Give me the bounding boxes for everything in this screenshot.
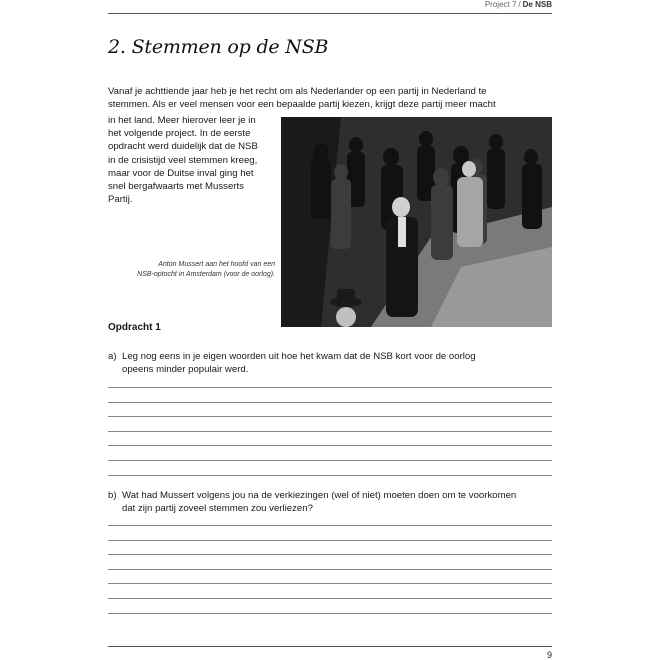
intro-paragraph-wrapped — [108, 114, 274, 206]
intro-line: snel bergafwaarts met Musserts — [108, 181, 244, 193]
intro-line: in de crisistijd veel stemmen kreeg, — [108, 154, 258, 166]
intro-line: Partij. — [108, 194, 133, 206]
answer-line[interactable] — [108, 583, 552, 584]
caption-line: Anton Mussert aan het hoofd van een — [158, 261, 275, 268]
question-text — [122, 489, 516, 515]
project-label: Project 7 — [484, 0, 517, 9]
assignment-heading: Opdracht 1 — [108, 322, 161, 333]
answer-line[interactable] — [108, 540, 552, 541]
answer-area-a[interactable] — [108, 387, 552, 489]
answer-line[interactable] — [108, 387, 552, 388]
running-header — [485, 0, 552, 9]
answer-line[interactable] — [108, 554, 552, 555]
caption-line: NSB-optocht in Amsterdam (voor de oorlog). — [137, 270, 275, 278]
section-title: 2. Stemmen op de NSB — [108, 36, 329, 58]
chapter-title: De NSB — [522, 0, 552, 9]
answer-line[interactable] — [108, 525, 552, 526]
question-label: b) — [108, 490, 117, 501]
answer-line[interactable] — [108, 613, 552, 614]
intro-line: Vanaf je achttiende jaar heb je het recht om als Nederlander op een partij in Nederland te — [108, 86, 487, 97]
page-number: 9 — [546, 650, 552, 660]
answer-line[interactable] — [108, 416, 552, 417]
answer-line[interactable] — [108, 402, 552, 403]
intro-line: het volgende project. In de eerste — [108, 128, 251, 140]
intro-line: opdracht werd duidelijk dat de NSB — [108, 141, 258, 153]
question-line: Wat had Mussert volgens jou na de verkiezingen (wel of niet) moeten doen om te voorkomen — [122, 490, 517, 501]
answer-line[interactable] — [108, 569, 552, 570]
header-separator: / — [518, 0, 521, 9]
answer-line[interactable] — [108, 460, 552, 461]
question-text — [122, 350, 476, 376]
answer-line[interactable] — [108, 475, 552, 476]
answer-line[interactable] — [108, 431, 552, 432]
intro-line: in het land. Meer hierover leer je in — [108, 115, 256, 126]
question-line: Leg nog eens in je eigen woorden uit hoe het kwam dat de NSB kort voor de oorlog — [122, 351, 476, 362]
intro-line: maar voor de Duitse inval ging het — [108, 167, 254, 179]
footer-rule — [108, 646, 552, 647]
question-label: a) — [108, 351, 117, 362]
intro-line: stemmen. Als er veel mensen voor een bepaalde partij kiezen, krijgt deze partij meer macht — [108, 99, 496, 111]
historical-photo — [281, 117, 552, 327]
photo-caption — [108, 260, 275, 279]
header-rule — [108, 13, 552, 14]
intro-paragraph-top — [108, 85, 554, 111]
question-line: dat zijn partij zoveel stemmen zou verliezen? — [122, 503, 313, 515]
photo-nsb-march-image — [281, 117, 552, 327]
question-line: opeens minder populair werd. — [122, 364, 249, 376]
answer-line[interactable] — [108, 598, 552, 599]
answer-area-b[interactable] — [108, 525, 552, 627]
answer-line[interactable] — [108, 445, 552, 446]
